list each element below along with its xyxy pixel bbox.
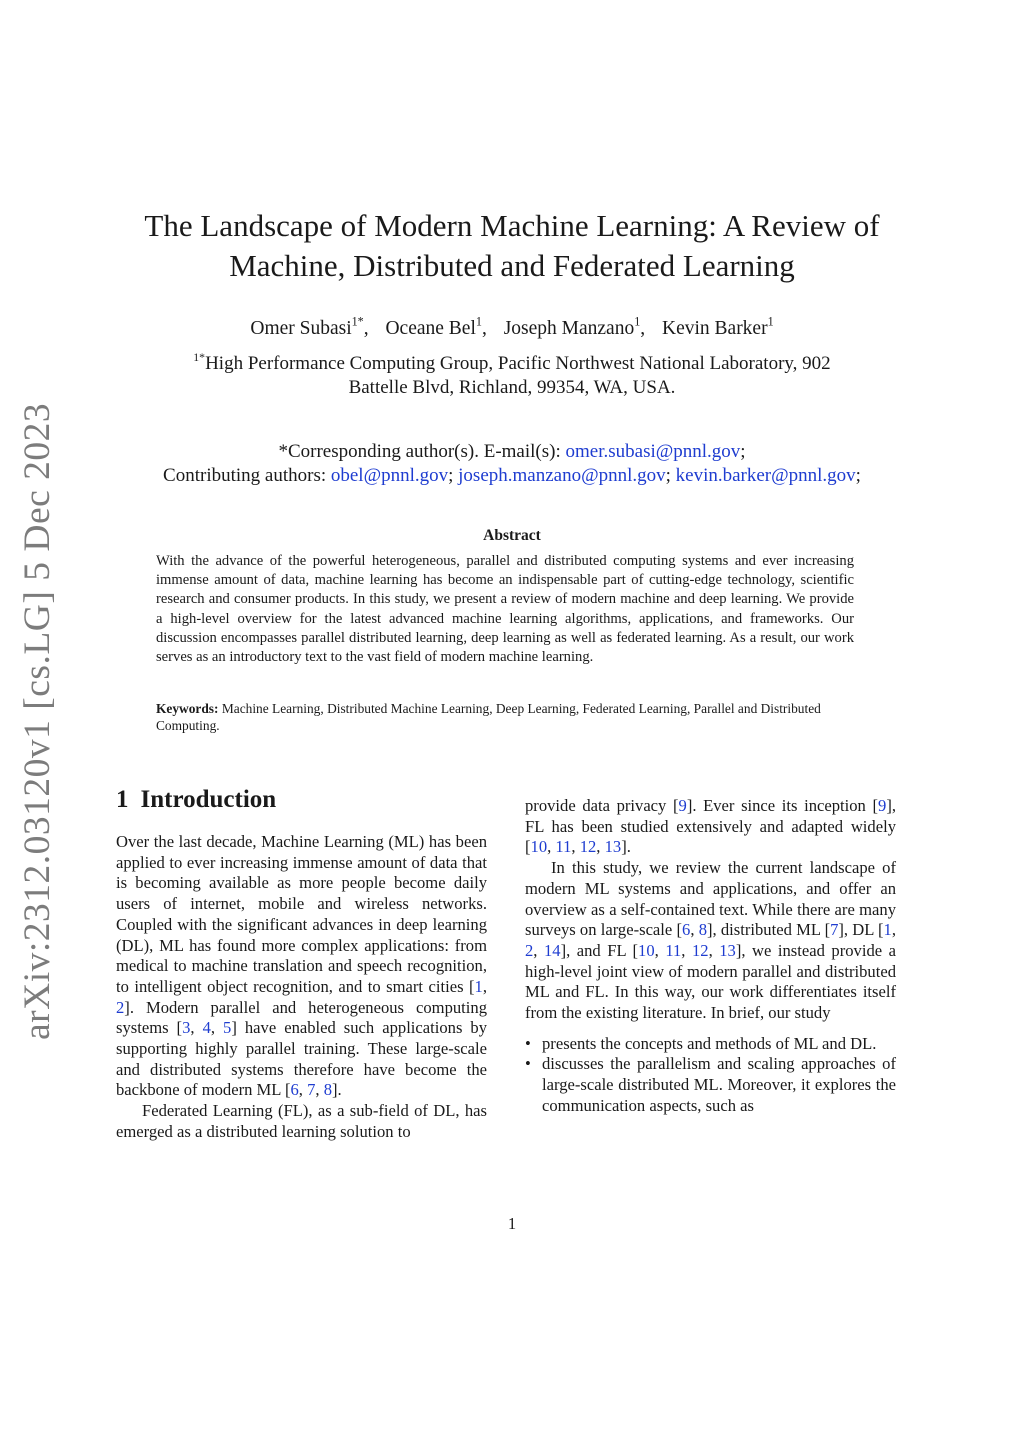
author-separator: ,	[363, 318, 369, 339]
section-heading-introduction	[116, 786, 276, 814]
intro-paragraph-2-continued: provide data privacy [9]. Ever since its inception [9], FL has been studied extensively and adapted widely [10, 11, 12, 13].	[525, 796, 896, 857]
citation-link[interactable]: 11	[665, 940, 682, 960]
author-separator: ,	[640, 318, 646, 339]
citation-link[interactable]: 12	[579, 837, 597, 857]
affiliation-line-2: Battelle Blvd, Richland, 99354, WA, USA.	[348, 377, 676, 398]
list-item	[525, 1054, 896, 1116]
author-2	[385, 314, 487, 339]
citation-link[interactable]: 3	[182, 1018, 191, 1038]
citation-link[interactable]: 9	[878, 796, 887, 815]
list-item-text: discusses the parallelism and scaling approaches of large-scale distributed ML. Moreover, it explores the communication aspects, such as	[542, 1054, 896, 1115]
contributing-label: Contributing authors:	[163, 465, 327, 486]
page-number: 1	[507, 1214, 517, 1233]
left-column	[116, 832, 487, 1143]
citation-link[interactable]: 1	[883, 920, 892, 940]
keywords-label: Keywords:	[156, 701, 219, 716]
email-separator: ;	[665, 465, 671, 486]
paper-title	[120, 206, 904, 286]
author-name: Joseph Manzano	[503, 318, 635, 339]
author-name: Kevin Barker	[662, 318, 768, 339]
author-affiliation-mark: 1	[475, 314, 482, 329]
citation-link[interactable]: 10	[638, 940, 655, 960]
citation-link[interactable]: 7	[830, 920, 839, 940]
author-name: Omer Subasi	[250, 318, 352, 339]
intro-paragraph-3: In this study, we review the current landscape of modern ML systems and applications, and offer an overview as a self-contained text. While there are many surveys on large-scale [6, 8], distributed ML [7], DL [1, 2, 14], and FL [10, 11, 12, 13], we instead provide a high-level joint view of modern parallel and distributed ML and FL. In this way, our work differentiates itself from the existing literature. In brief, our study	[525, 858, 896, 1023]
citation-link[interactable]: 2	[116, 997, 125, 1017]
citation-link[interactable]: 8	[323, 1080, 332, 1100]
citation-link[interactable]: 9	[678, 796, 687, 815]
contributing-email-link[interactable]: joseph.manzano@pnnl.gov	[458, 465, 666, 486]
citation-link[interactable]: 6	[290, 1080, 299, 1100]
affiliation	[120, 352, 904, 400]
author-3	[503, 314, 646, 339]
email-separator: ;	[740, 441, 746, 462]
email-separator: ;	[448, 465, 454, 486]
citation-link[interactable]: 5	[223, 1018, 232, 1038]
contributing-email-link[interactable]: kevin.barker@pnnl.gov	[675, 465, 856, 486]
intro-paragraph-1: Over the last decade, Machine Learning (ML) has been applied to ever increasing immense amount of data that is becoming available as more people become daily users of internet, mobile and wireless networks. Coupled with the significant advances in deep learning (DL), ML has found more complex applications: from medical to machine translation and speech recognition, to intelligent object recognition, and to smart cities [1, 2]. Modern parallel and heterogeneous computing systems [3, 4, 5] have enabled such applications by supporting highly parallel training. These large-scale and distributed systems therefore have become the backbone of modern ML [6, 7, 8].	[116, 832, 488, 1100]
list-item	[525, 1034, 896, 1055]
author-name: Oceane Bel	[385, 318, 476, 339]
citation-link[interactable]: 13	[719, 940, 736, 960]
citation-link[interactable]: 14	[543, 940, 561, 960]
citation-link[interactable]: 11	[555, 837, 572, 857]
title-line-1: The Landscape of Modern Machine Learning: A Review of	[144, 208, 880, 243]
author-4	[662, 314, 774, 339]
author-affiliation-mark: 1	[634, 314, 641, 329]
citation-link[interactable]: 1	[474, 976, 483, 996]
arxiv-identifier-stamp: arXiv:2312.03120v1 [cs.LG] 5 Dec 2023	[17, 402, 58, 1040]
corresponding-label: *Corresponding author(s). E-mail(s):	[278, 441, 561, 462]
citation-link[interactable]: 12	[691, 940, 709, 960]
intro-paragraph-2: Federated Learning (FL), as a sub-field of DL, has emerged as a distributed learning solution to	[116, 1101, 487, 1141]
affiliation-line-1: High Performance Computing Group, Pacific Northwest National Laboratory, 902	[205, 353, 831, 374]
citation-link[interactable]: 2	[525, 940, 534, 960]
section-number: 1	[116, 786, 129, 813]
citation-link[interactable]: 10	[530, 837, 548, 857]
keywords-text: Machine Learning, Distributed Machine Learning, Deep Learning, Federated Learning, Parallel and Distributed Computing.	[156, 701, 821, 733]
citation-link[interactable]: 8	[698, 920, 707, 940]
right-column	[525, 796, 896, 1117]
author-separator: ,	[481, 318, 487, 339]
citation-link[interactable]: 4	[202, 1018, 211, 1038]
email-separator: ;	[855, 465, 861, 486]
list-item-text: presents the concepts and methods of ML and DL.	[542, 1033, 877, 1053]
contribution-list	[525, 1034, 896, 1117]
bullet-icon: •	[525, 1033, 531, 1053]
citation-link[interactable]: 7	[307, 1080, 316, 1100]
title-line-2: Machine, Distributed and Federated Learning	[229, 248, 795, 283]
citation-link[interactable]: 6	[682, 920, 691, 940]
abstract-body: With the advance of the powerful heterogeneous, parallel and distributed computing systems and ever increasing immense amount of data, machine learning has become an indispensable part of cutting-edge technology, scientific research and consumer products. In this study, we present a review of modern machine and deep learning. We provide a high-level overview for the latest advanced machine learning algorithms, applications, and frameworks. Our discussion encompasses parallel distributed learning, deep learning as well as federated learning. As a result, our work serves as an introductory text to the vast field of modern machine learning.	[156, 553, 854, 666]
bullet-icon: •	[525, 1054, 531, 1074]
contributing-email-link[interactable]: obel@pnnl.gov	[330, 465, 449, 486]
correspondence-block	[110, 440, 914, 488]
author-affiliation-mark: 1*	[351, 314, 364, 329]
author-list	[120, 314, 904, 344]
affiliation-mark: 1*	[193, 350, 206, 364]
citation-link[interactable]: 13	[604, 837, 622, 857]
author-1	[250, 314, 369, 339]
section-title: Introduction	[140, 786, 277, 813]
corresponding-email-link[interactable]: omer.subasi@pnnl.gov	[565, 441, 741, 462]
author-affiliation-mark: 1	[767, 314, 774, 329]
keywords	[156, 700, 854, 734]
abstract-heading: Abstract	[483, 527, 541, 544]
